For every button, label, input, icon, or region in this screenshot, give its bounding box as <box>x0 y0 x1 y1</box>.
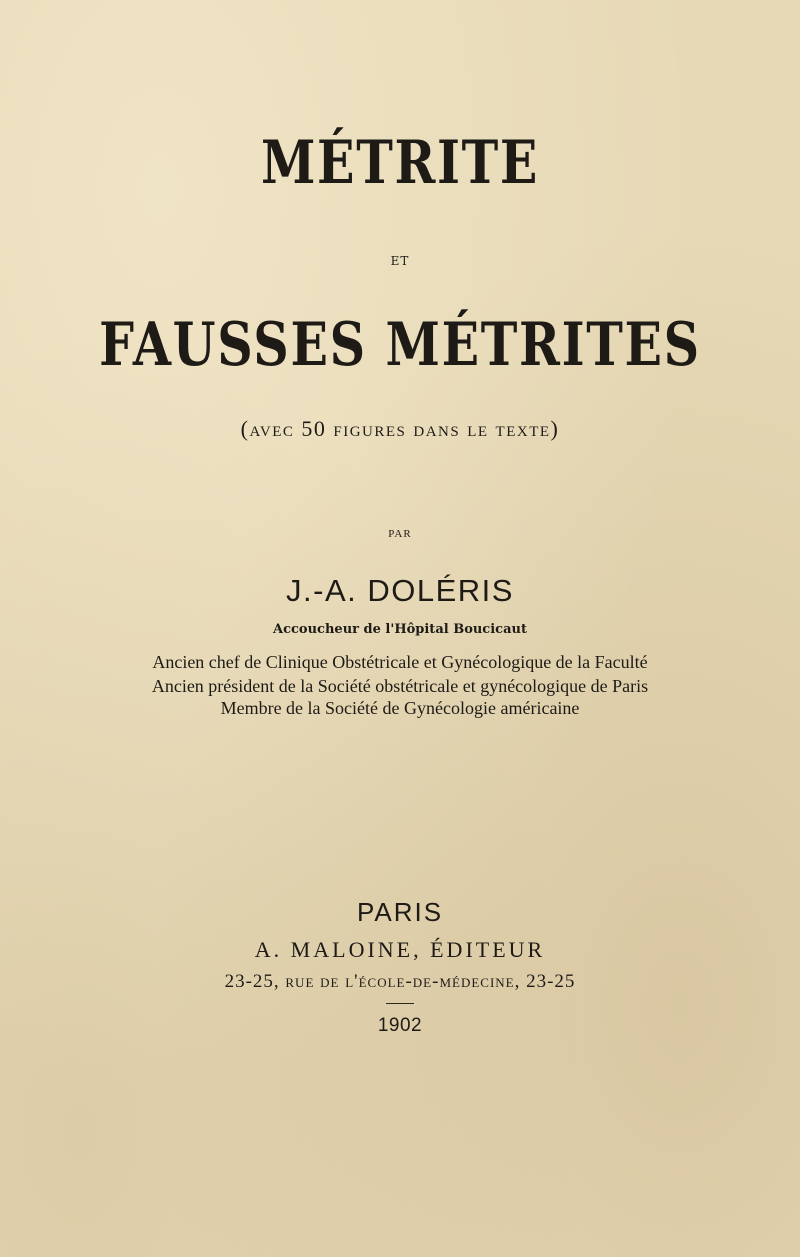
title-conjunction: ET <box>390 254 410 268</box>
author-credential: Ancien président de la Société obstétricale et gynécologique de Paris <box>151 676 649 696</box>
by-label: PAR <box>388 528 412 540</box>
author-role: Accoucheur de l'Hôpital Boucicaut <box>273 622 527 637</box>
publication-city: PARIS <box>356 897 444 927</box>
publisher-address: 23-25, rue de l'école-de-médecine, 23-25 <box>224 971 576 992</box>
author-name: J.-A. DOLÉRIS <box>286 573 514 608</box>
author-credential: Membre de la Société de Gynécologie américaine <box>220 698 580 718</box>
author-credential: Ancien chef de Clinique Obstétricale et Gynécologique de la Faculté <box>152 652 648 672</box>
publication-year: 1902 <box>377 1015 423 1036</box>
figures-note: (avec 50 figures dans le texte) <box>240 416 560 441</box>
divider-rule <box>386 1003 414 1004</box>
publisher-name: A. MALOINE, ÉDITEUR <box>254 937 546 962</box>
book-subtitle: FAUSSES MÉTRITES <box>99 310 701 380</box>
book-title: MÉTRITE <box>260 128 540 198</box>
